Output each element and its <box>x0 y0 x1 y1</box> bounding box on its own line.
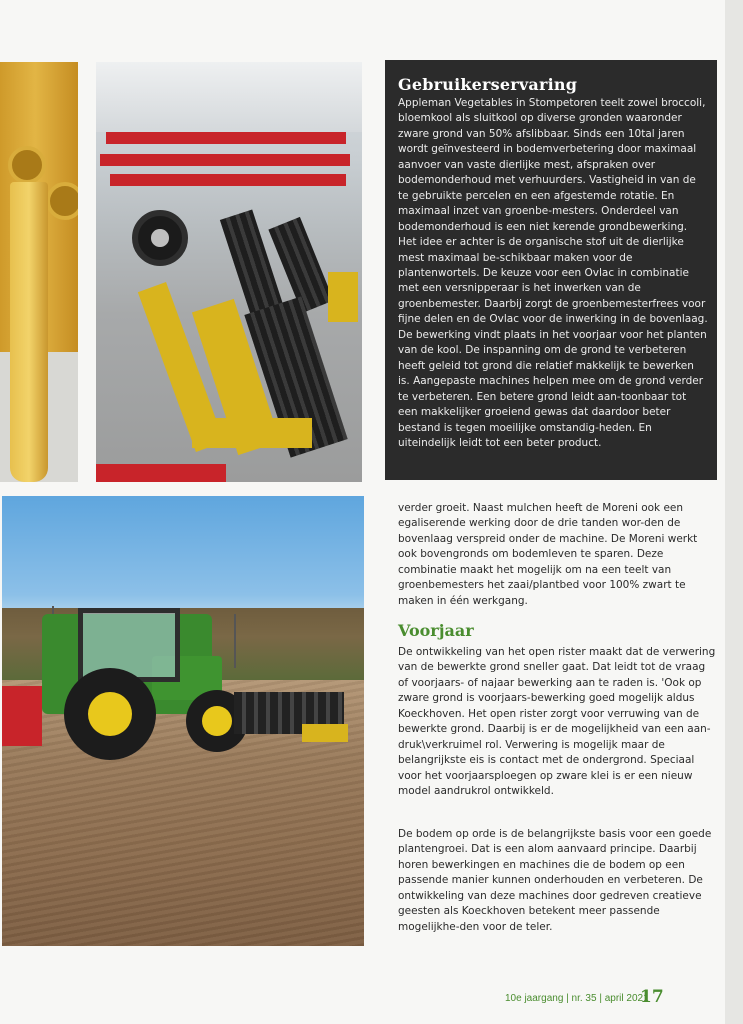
article-paragraph-intro: verder groeit. Naast mulchen heeft de Moreni ook een egaliserende werking door de drie tanden wor-den de bovenlaag verspreid onder de machine. De Moreni werkt ook bovengronds om bodemleven te sparen. Deze combinatie maakt het mogelijk om na een teelt van groenbemesters het zaai/plantbed voor 100% zwart te maken in één werkgang. <box>398 502 698 607</box>
photo-front-rim <box>202 706 232 736</box>
photo-hall-wall <box>96 62 362 132</box>
photo-red-strip <box>96 464 226 482</box>
photo-mulcher-yellow <box>302 724 348 742</box>
sidebar-text: Appleman Vegetables in Stompetoren teelt zowel broccoli, bloemkool als sluitkool op diverse gronden waaronder zware grond van 50% afslibbaar. Sinds een 10tal jaren wordt geïnvesteerd in bodemverbetering door maximaal aanvoer van vaste dierlijke mest, afspraken over bodemonderhoud met verhuurders. Vastigheid in van de te gebruikte percelen en een afgestemde rotatie. En maximaal inzet van groenbe-mesters. Onderdeel van bodemonderhoud is een niet kerende grondbewerking. Het idee er achter is de organische stof uit de dierlijke mest maximaal be-schikbaar maken voor de plantenwortels. De keuze voor een Ovlac in combinatie met een versnipperaar is het inwerken van de groenbemester. Daarbij zorgt de groenbemesterfrees voor fijne delen en de Ovlac voor de inwerking in de bovenlaag. De bewerking vindt plaats in het voorjaar voor het planten van de kool. De inspanning om de grond te verbeteren heeft geleid tot grond die relatief makkelijk te bewerken is. Aangepaste machines helpen mee om de grond verder te verbeteren. Een betere grond leidt aan-toonbaar tot een makkelijker groeiend gewas dat daardoor beter bestand is tegen moeilijke omstandig-heden. En uiteindelijk leidt tot een beter product. <box>398 97 708 449</box>
photo-lamp-post <box>234 614 236 668</box>
issue-info: 10e jaargang | nr. 35 | april 2021 <box>505 993 649 1004</box>
section-heading-voorjaar: Voorjaar <box>398 621 474 640</box>
photo-tractor-field <box>2 496 364 946</box>
photo-yellow-frame <box>192 418 312 448</box>
scan-edge <box>725 0 743 1024</box>
photo-yellow-frame <box>328 272 358 322</box>
article-paragraph-bodem: De bodem op orde is de belangrijkste basis voor een goede plantengroei. Dat is een alom aanvaard principe. Daarbij horen bewerkingen en machines die de bodem op een passende manier kunnen onderhouden en verbeteren. De ontwikkeling van deze machines door gedreven creatieve geesten als Koeckhoven betekent meer passende mogelijkhe-den voor de teler. <box>398 828 712 933</box>
article-paragraph-voorjaar: De ontwikkeling van het open rister maakt dat de verwering van de bewerkte grond sneller gaat. Dat leidt tot de vraag of voorjaars- of najaar bewerking aan te raden is. 'Ook op zware grond is voorjaars-bewerking goed mogelijk aldus Koeckhoven. Het open rister zorgt voor verruwing van de bewerkte grond. Daarbij is er de mogelijkheid van een aan-druk\verkruimel rol. Verwering is mogelijk maar de belangrijkste eis is contact met de ondergrond. Speciaal voor het voorjaarsploegen op zware klei is er een nieuw model aandrukrol ontwikkeld. <box>398 646 716 798</box>
photo-red-implement <box>2 686 42 746</box>
photo-machine-hall <box>96 62 362 482</box>
photo-tine-closeup <box>0 62 78 482</box>
photo-bolt <box>46 182 78 220</box>
photo-red-machine <box>100 154 350 166</box>
sidebar-heading: Gebruikerservaring <box>398 75 578 94</box>
photo-machine-wheel <box>132 210 188 266</box>
photo-tine <box>10 182 48 482</box>
photo-red-machine <box>106 132 346 144</box>
photo-rear-rim <box>88 692 132 736</box>
sidebar-box <box>385 60 717 480</box>
photo-red-machine <box>110 174 346 186</box>
photo-bolt <box>8 146 46 184</box>
page-number: 17 <box>640 987 664 1007</box>
